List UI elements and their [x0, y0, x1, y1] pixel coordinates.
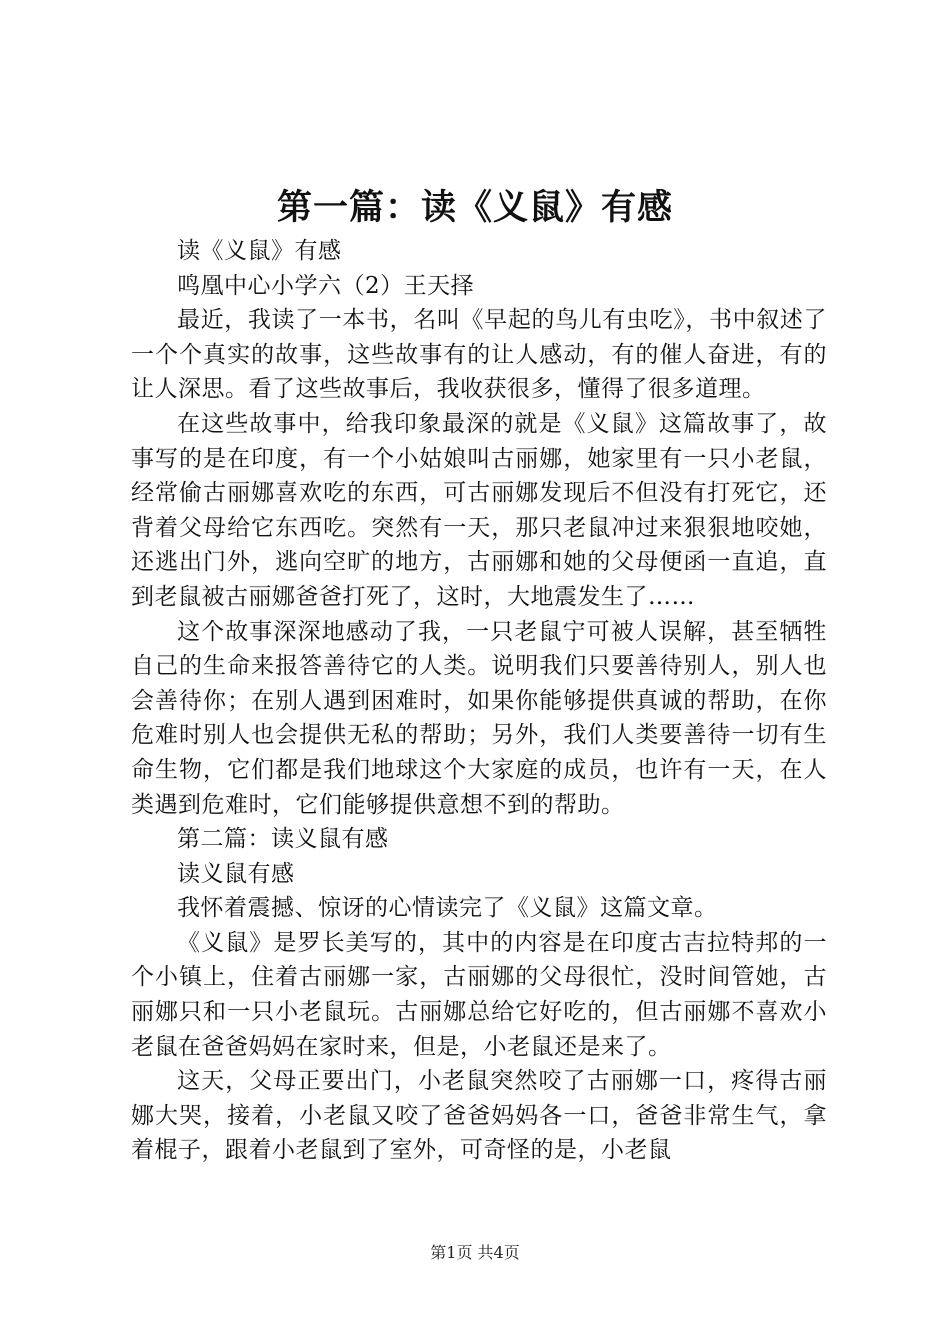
page-footer: 第1页 共4页 — [430, 1243, 520, 1262]
paragraph: 鸣凰中心小学六（2）王天择 — [177, 272, 475, 299]
paragraph: 这天，父母正要出门，小老鼠突然咬了古丽娜一口，疼得古丽娜大哭，接着，小老鼠又咬了爸爸妈妈各一口，爸爸非常生气，拿着棍子，跟着小老鼠到了室外，可奇怪的是，小老鼠 — [131, 1068, 827, 1164]
paragraph: 在这些故事中，给我印象最深的就是《义鼠》这篇故事了，故事写的是在印度，有一个小姑娘叫古丽娜，她家里有一只小老鼠，经常偷古丽娜喜欢吃的东西，可古丽娜发现后不但没有打死它，还背着父母给它东西吃。突然有一天，那只老鼠冲过来狠狠地咬她，还逃出门外，逃向空旷的地方，古丽娜和她的父母便函一直追，直到老鼠被古丽娜爸爸打死了，这时，大地震发生了…… — [131, 410, 827, 610]
document-title: 第一篇：读《义鼠》有感 — [276, 187, 673, 228]
paragraph: 读《义鼠》有感 — [177, 238, 342, 264]
paragraph: 最近，我读了一本书，名叫《早起的鸟儿有虫吃》，书中叙述了一个个真实的故事，这些故事有的让人感动，有的催人奋进，有的让人深思。看了这些故事后，我收获很多，懂得了很多道理。 — [131, 307, 827, 403]
paragraph: 这个故事深深地感动了我，一只老鼠宁可被人误解，甚至牺牲自己的生命来报答善待它的人类。说明我们只要善待别人，别人也会善待你；在别人遇到困难时，如果你能够提供真诚的帮助，在你危难时别人也会提供无私的帮助；另外，我们人类要善待一切有生命生物，它们都是我们地球这个大家庭的成员，也许有一天，在人类遇到危难时，它们能够提供意想不到的帮助。 — [131, 618, 827, 818]
document-body — [131, 234, 827, 1168]
paragraph: 第二篇：读义鼠有感 — [177, 826, 389, 853]
paragraph: 《义鼠》是罗长美写的，其中的内容是在印度古吉拉特邦的一个小镇上，住着古丽娜一家，古丽娜的父母很忙，没时间管她，古丽娜只和一只小老鼠玩。古丽娜总给它好吃的，但古丽娜不喜欢小老鼠在爸爸妈妈在家时来，但是，小老鼠还是来了。 — [131, 929, 827, 1060]
paragraph: 我怀着震撼、惊讶的心情读完了《义鼠》这篇文章。 — [177, 895, 718, 922]
paragraph: 读义鼠有感 — [177, 860, 295, 887]
